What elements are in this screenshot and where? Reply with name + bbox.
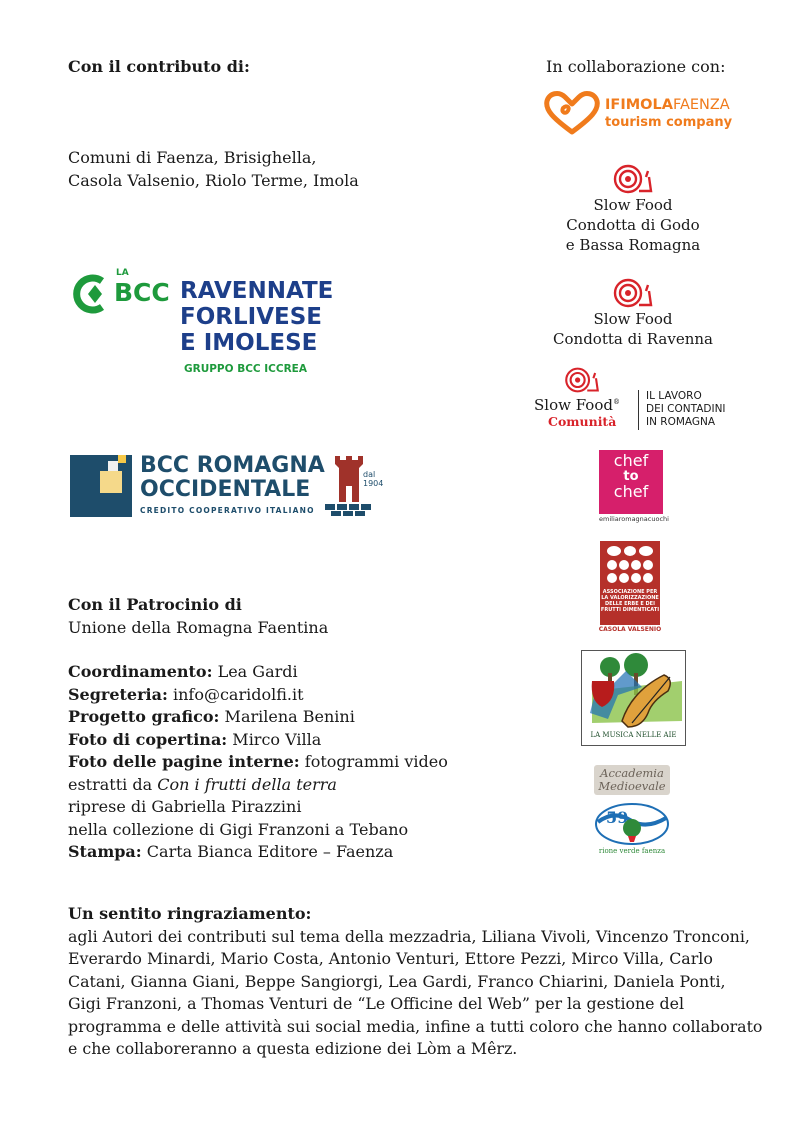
sf-comunita-word2: Comunità [548, 414, 617, 429]
thanks-text [68, 926, 763, 1061]
bcc-ravennate-logo [68, 268, 358, 378]
snail-icon [613, 163, 653, 195]
heart-icon [543, 90, 601, 136]
snail-icon [564, 366, 600, 394]
credit-collezione: nella collezione di Gigi Franzoni a Tebano [68, 819, 409, 839]
sf-godo-line: Slow Food [593, 196, 673, 214]
musica-aie-logo [581, 650, 686, 746]
ifimola-sub: tourism company [605, 115, 733, 130]
sf-ravenna-line: Condotta di Ravenna [553, 330, 713, 348]
rione-verde-logo [594, 802, 670, 858]
comuni-line-1: Comuni di Faenza, Brisighella, [68, 148, 317, 167]
credit-copertina [68, 729, 448, 752]
ifimola-brand-a: IF [605, 97, 621, 113]
comuni-line-2: Casola Valsenio, Riolo Terme, Imola [68, 170, 359, 190]
patrocinio-block [68, 594, 328, 639]
sf-ravenna-logo [548, 277, 718, 349]
casola-desc [600, 589, 660, 613]
ifimola-logo [543, 90, 743, 138]
credit-interne [68, 751, 448, 774]
thanks-line: agli Autori dei contributi sul tema della mezzadria, Liliana Vivoli, Vincenzo Tronconi, [68, 926, 750, 946]
sf-godo-logo [548, 163, 718, 255]
accademia-logo [594, 765, 670, 795]
collab-heading: In collaborazione con: [546, 57, 726, 76]
accademia-text [594, 767, 670, 793]
musica-aie-caption: LA MUSICA NELLE AIE [590, 731, 677, 739]
bcc-mark-icon [68, 273, 120, 315]
bcc-romagna-logo [70, 454, 390, 520]
rione-caption: rione verde faenza [598, 847, 666, 855]
thanks-line: e che collaboreranno a questa edizione dei Lòm a Mêrz. [68, 1039, 518, 1058]
chef-line-2: to [623, 469, 639, 484]
copertina-value: Mirco Villa [227, 729, 322, 749]
romagna-since [363, 470, 383, 488]
credits-block [68, 661, 448, 864]
credit-riprese: riprese di Gabriella Pirazzini [68, 797, 302, 816]
ravennate-line-3: E IMOLESE [180, 330, 318, 356]
sf-comunita-right-line: DEI CONTADINI [646, 403, 726, 415]
musica-aie-icon [582, 651, 685, 731]
sf-godo-text [548, 195, 718, 255]
stampa-value: Carta Bianca Editore – Faenza [141, 842, 394, 861]
coord-label: Coordinamento: [68, 662, 213, 681]
romagna-name [140, 454, 325, 502]
stampa-label: Stampa: [68, 842, 142, 861]
fruits-icon [604, 545, 656, 585]
sf-comunita-name [534, 396, 620, 414]
sf-comunita-word: Slow Food [534, 396, 613, 414]
interne-label: Foto delle pagine interne: [68, 752, 300, 771]
sf-comunita-logo [534, 366, 734, 432]
sf-comunita-right-line: IN ROMAGNA [646, 416, 716, 428]
ravennate-name [180, 278, 333, 356]
ifimola-brand-b: IMOLA [620, 97, 673, 113]
sf-comunita-reg: ® [612, 398, 620, 406]
casola-desc-line: FRUTTI DIMENTICATI [600, 607, 660, 613]
bcc-la: LA [116, 268, 129, 278]
casola-desc-line: DELLE ERBE E DEI [605, 601, 655, 607]
thanks-line: Catani, Gianna Giani, Beppe Sangiorgi, Lea Gardi, Franco Chiarini, Daniela Ponti, [68, 971, 726, 991]
grafico-value: Marilena Benini [219, 707, 355, 726]
thanks-line: Gigi Franzoni, a Thomas Venturi de “Le Officine del Web” per la gestione del [68, 994, 685, 1013]
snail-icon [613, 277, 653, 309]
bcc-group: GRUPPO BCC ICCREA [184, 363, 307, 375]
casola-place: CASOLA VALSENIO [598, 626, 662, 633]
romagna-year: 1904 [363, 479, 384, 488]
romagna-dal: dal [363, 470, 376, 479]
chef-text [599, 452, 663, 501]
credit-stampa [68, 841, 448, 864]
chef-line-1: chef [613, 451, 649, 470]
credit-coordinamento [68, 661, 448, 684]
accademia-line-1: Accademia [600, 766, 664, 780]
estratti-prefix: estratti da [68, 774, 158, 794]
comuni-text [68, 147, 359, 192]
sf-godo-line: e Bassa Romagna [565, 236, 701, 254]
romagna-tagline: CREDITO COOPERATIVO ITALIANO [140, 506, 315, 515]
credit-segreteria [68, 684, 448, 707]
sf-ravenna-text [548, 309, 718, 349]
ravennate-line-2: FORLIVESE [180, 304, 322, 330]
sf-ravenna-line: Slow Food [593, 310, 673, 328]
contributo-heading: Con il contributo di: [68, 57, 250, 76]
casola-logo [600, 541, 660, 633]
sf-comunita-right [646, 390, 726, 429]
segr-label: Segreteria: [68, 684, 168, 704]
chef-to-chef-logo [599, 450, 669, 526]
sf-comunita-right-line: IL LAVORO [646, 390, 702, 402]
thanks-heading: Un sentito ringraziamento: [68, 904, 312, 923]
accademia-line-2: Medioevale [598, 779, 666, 793]
credit-grafico [68, 706, 448, 729]
patrocinio-heading: Con il Patrocinio di [68, 595, 242, 614]
coord-value: Lea Gardi [212, 662, 298, 681]
chef-sub: emiliaromagnacuochi [599, 515, 669, 523]
credit-estratti [68, 774, 448, 797]
segr-value: info@caridolfi.it [167, 684, 304, 704]
thanks-line: programma e delle attività sui social media, infine a tutti coloro che hanno collaborato [68, 1016, 763, 1036]
thanks-line: Everardo Minardi, Mario Costa, Antonio Venturi, Ettore Pezzi, Mirco Villa, Carlo [68, 949, 713, 968]
chef-line-3: chef [613, 482, 649, 501]
sf-godo-line: Condotta di Godo [566, 216, 700, 234]
ifimola-brand-c: FAENZA [672, 97, 730, 113]
bcc-word: BCC [114, 278, 170, 307]
estratti-title: Con i frutti della terra [157, 774, 337, 794]
romagna-line-1: BCC ROMAGNA [140, 453, 325, 478]
casola-desc-line: ASSOCIAZIONE PER [602, 589, 658, 595]
patrocinio-value: Unione della Romagna Faentina [68, 617, 329, 637]
thanks-block [68, 903, 763, 1061]
sf-comunita-divider [638, 390, 639, 430]
ravennate-line-1: RAVENNATE [180, 278, 334, 304]
ifimola-brand [605, 97, 730, 113]
casola-desc-line: LA VALORIZZAZIONE [601, 595, 659, 601]
interne-value: fotogrammi video [299, 752, 448, 771]
rione-number: 59 [606, 808, 629, 827]
romagna-square-icon [70, 455, 132, 517]
grafico-label: Progetto grafico: [68, 707, 220, 726]
romagna-line-2: OCCIDENTALE [140, 477, 311, 502]
copertina-label: Foto di copertina: [68, 729, 228, 749]
